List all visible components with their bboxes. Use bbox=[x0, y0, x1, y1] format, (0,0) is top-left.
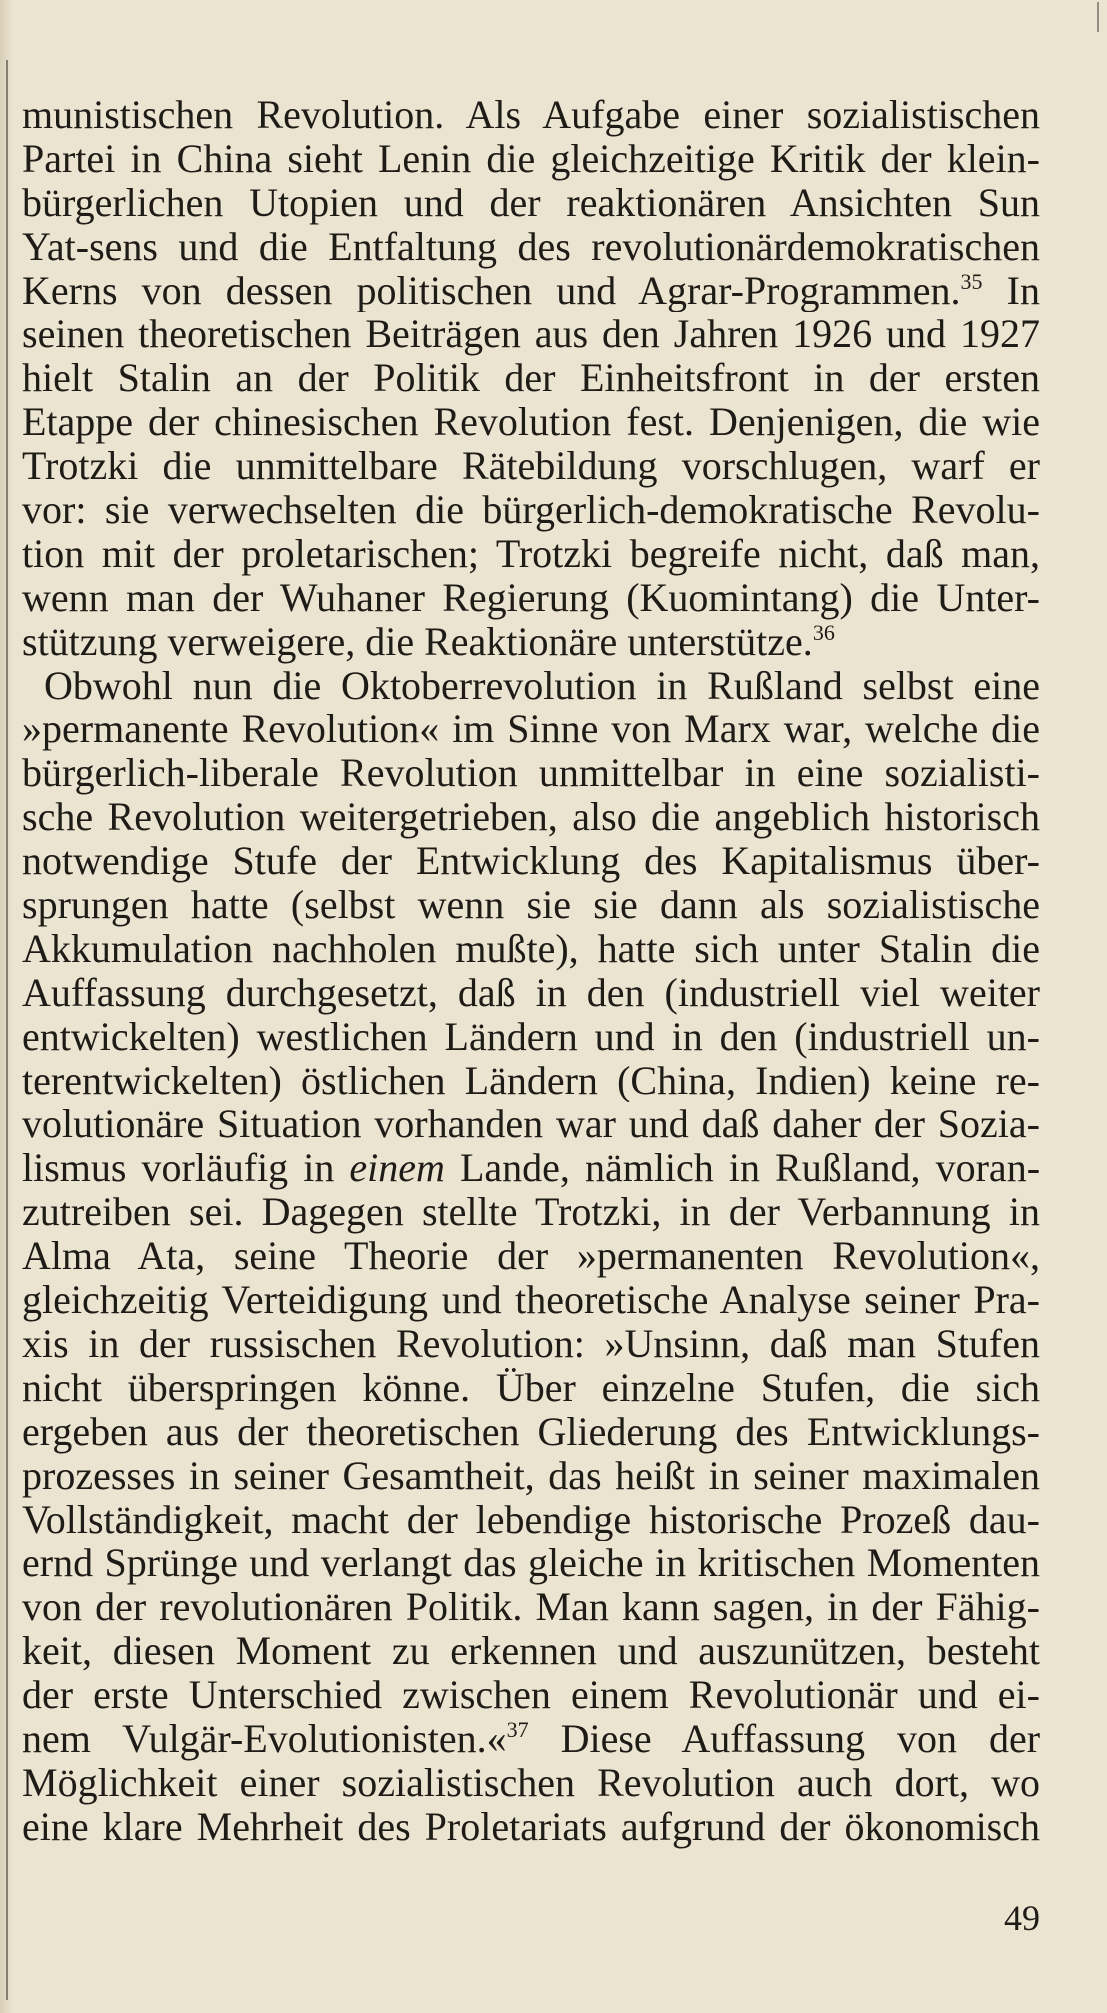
text-line: Alma Ata, seine Theorie der »permanenten Revolution«, bbox=[22, 1234, 1040, 1279]
text-line: bürgerlich-liberale Revolution unmittelbar in eine sozialisti- bbox=[22, 751, 1040, 796]
body-text bbox=[22, 93, 1040, 1849]
text-line: Akkumulation nachholen mußte), hatte sich unter Stalin die bbox=[22, 926, 1040, 971]
text-line bbox=[22, 620, 1040, 664]
text-fragment: Lande, nämlich in Rußland, voran- bbox=[459, 1146, 1040, 1191]
text-line: sche Revolution weitergetrieben, also die angeblich historisch bbox=[22, 795, 1040, 840]
text-line: terentwickelten) östlichen Ländern (China, Indien) keine re- bbox=[22, 1058, 1040, 1103]
text-line: hielt Stalin an der Politik der Einheitsfront in der ersten bbox=[22, 356, 1040, 401]
corner-mark bbox=[1097, 2, 1099, 32]
text-line: nicht überspringen könne. Über einzelne Stufen, die sich bbox=[22, 1365, 1040, 1410]
text-fragment: Kerns von dessen politischen und Agrar-Programmen. bbox=[22, 268, 961, 313]
text-line: gleichzeitig Verteidigung und theoretische Analyse seiner Pra- bbox=[22, 1278, 1040, 1322]
footnote-ref-37: 37 bbox=[506, 1716, 529, 1742]
text-line: »permanente Revolution« im Sinne von Marx war, welche die bbox=[22, 707, 1040, 752]
text-fragment: In bbox=[1006, 268, 1040, 313]
text-line: Auffassung durchgesetzt, daß in den (industriell viel weiter bbox=[22, 970, 1040, 1015]
footnote-ref-35: 35 bbox=[960, 268, 983, 294]
text-line: von der revolutionären Politik. Man kann sagen, in der Fähig- bbox=[22, 1585, 1040, 1630]
text-fragment: Diese Auffassung von der bbox=[560, 1716, 1040, 1761]
text-fragment: stützung verweigere, die Reaktionäre unterstütze. bbox=[22, 619, 813, 664]
text-line: Yat-sens und die Entfaltung des revolutionärdemokratischen bbox=[22, 224, 1040, 269]
text-line: entwickelten) westlichen Ländern und in den (industriell un- bbox=[22, 1014, 1040, 1059]
text-line: prozesses in seiner Gesamtheit, das heißt in seiner maximalen bbox=[22, 1453, 1040, 1498]
text-line: Vollständigkeit, macht der lebendige historische Prozeß dau- bbox=[22, 1497, 1040, 1542]
text-line: der erste Unterschied zwischen einem Revolutionär und ei- bbox=[22, 1673, 1040, 1717]
text-line: tion mit der proletarischen; Trotzki begreife nicht, daß man, bbox=[22, 531, 1040, 576]
text-line: wenn man der Wuhaner Regierung (Kuomintang) die Unter- bbox=[22, 575, 1040, 620]
text-line: Möglichkeit einer sozialistischen Revolution auch dort, wo bbox=[22, 1760, 1040, 1805]
text-line: keit, diesen Moment zu erkennen und auszunützen, besteht bbox=[22, 1629, 1040, 1674]
text-line bbox=[22, 1146, 1040, 1190]
text-line: seinen theoretischen Beiträgen aus den Jahren 1926 und 1927 bbox=[22, 312, 1040, 357]
text-line: sprungen hatte (selbst wenn sie sie dann als sozialistische bbox=[22, 883, 1040, 927]
text-fragment: lismus vorläufig in bbox=[22, 1146, 335, 1191]
binding-edge bbox=[6, 60, 8, 2000]
text-line: eine klare Mehrheit des Proletariats aufgrund der ökonomisch bbox=[22, 1804, 1040, 1849]
text-line: xis in der russischen Revolution: »Unsinn, daß man Stufen bbox=[22, 1321, 1040, 1366]
emphasis: einem bbox=[349, 1146, 445, 1191]
text-line: ergeben aus der theoretischen Gliederung des Entwicklungs- bbox=[22, 1409, 1040, 1454]
text-line: vor: sie verwechselten die bürgerlich-demokratische Revolu- bbox=[22, 488, 1040, 532]
text-line: Etappe der chinesischen Revolution fest. Denjenigen, die wie bbox=[22, 400, 1040, 445]
text-line: Partei in China sieht Lenin die gleichzeitige Kritik der klein- bbox=[22, 136, 1040, 181]
text-line: notwendige Stufe der Entwicklung des Kapitalismus über- bbox=[22, 839, 1040, 884]
text-line: munistischen Revolution. Als Aufgabe einer sozialistischen bbox=[22, 93, 1040, 137]
text-line: zutreiben sei. Dagegen stellte Trotzki, in der Verbannung in bbox=[22, 1190, 1040, 1235]
footnote-ref-36: 36 bbox=[812, 619, 835, 645]
text-line bbox=[22, 269, 1040, 313]
page-number: 49 bbox=[1004, 1898, 1040, 1938]
text-line: volutionäre Situation vorhanden war und daß daher der Sozia- bbox=[22, 1102, 1040, 1147]
text-line: Trotzki die unmittelbare Rätebildung vorschlugen, warf er bbox=[22, 444, 1040, 489]
text-fragment: nem Vulgär-Evolutionisten.« bbox=[22, 1716, 507, 1761]
text-line: bürgerlichen Utopien und der reaktionären Ansichten Sun bbox=[22, 180, 1040, 225]
text-line: Obwohl nun die Oktoberrevolution in Rußland selbst eine bbox=[44, 663, 1040, 708]
text-line bbox=[22, 1717, 1040, 1761]
text-line: ernd Sprünge und verlangt das gleiche in kritischen Momenten bbox=[22, 1541, 1040, 1586]
